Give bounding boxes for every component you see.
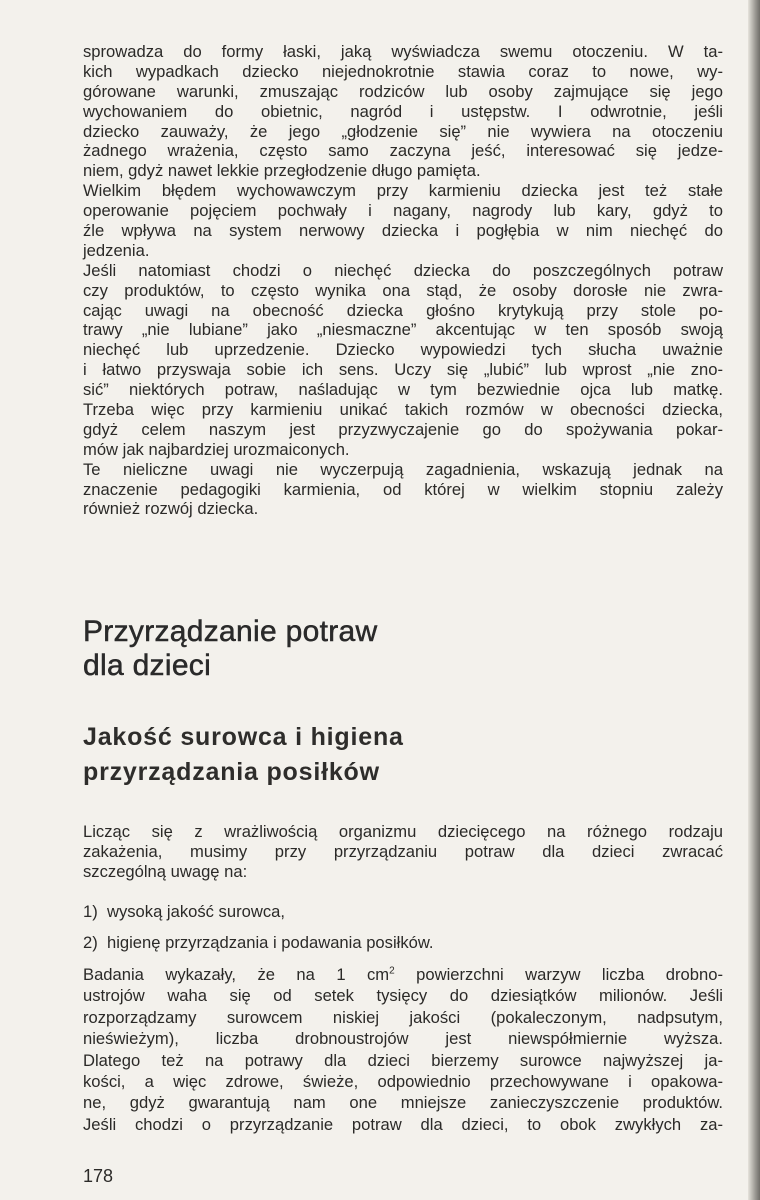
- list-item: 2) higienę przyrządzania i podawania posiłków.: [83, 933, 434, 952]
- section-title: [83, 720, 404, 790]
- text-line: znaczenie pedagogiki karmienia, od której w wielkim stopniu zależy: [83, 479, 723, 499]
- text-line: operowanie pojęciem pochwały i nagany, nagrody lub kary, gdyż to: [83, 201, 723, 221]
- text-span: powierzchni warzyw liczba drobno-: [394, 965, 723, 984]
- text-line: cając uwagi na obecność dziecka głośno krytykują przy stole po-: [83, 300, 723, 320]
- text-line: Trzeba więc przy karmieniu unikać takich rozmów w obecności dziecka,: [83, 400, 723, 420]
- text-line: jedzenia.: [83, 240, 150, 260]
- text-line: czy produktów, to często wynika ona stąd, że osoby dorosłe nie zwra-: [83, 280, 723, 300]
- text-line: gdyż celem naszym jest przyzwyczajenie go do spożywania pokar-: [83, 419, 723, 439]
- research-paragraph: [83, 964, 723, 1135]
- text-line: górowane warunki, zmuszając rodziców lub osoby zajmujące się jego: [83, 81, 723, 101]
- text-line: zakażenia, musimy przy przyrządzaniu potraw dla dzieci zwracać: [83, 842, 723, 861]
- text-line: również rozwój dziecka.: [83, 499, 259, 519]
- text-line: szczególną uwagę na:: [83, 862, 248, 881]
- text-line: rozporządzamy surowcem niskiej jakości (pokaleczonym, nadpsutym,: [83, 1007, 723, 1027]
- text-line: kich wypadkach dziecko niejednokrotnie stawia coraz to nowe, wy-: [83, 61, 723, 81]
- text-line: trawy „nie lubiane” jako „niesmaczne” akcentując w ten sposób swoją: [83, 320, 723, 340]
- chapter-title-line: dla dzieci: [83, 649, 212, 682]
- text-line: mów jak najbardziej urozmaiconych.: [83, 439, 350, 459]
- page-number: 178: [83, 1166, 114, 1186]
- section-title-line: przyrządzania posiłków: [83, 758, 380, 786]
- body-text-top: [83, 42, 723, 519]
- intro-paragraph: [83, 822, 723, 882]
- text-span: Badania wykazały, że na 1 cm: [83, 965, 390, 984]
- page-gutter-shadow: [748, 0, 760, 1200]
- text-line: Jeśli chodzi o przyrządzanie potraw dla dzieci, to obok zwykłych za-: [83, 1114, 723, 1134]
- text-line: ne, gdyż gwarantują nam one mniejsze zanieczyszczenie produktów.: [83, 1093, 723, 1113]
- text-line: Te nieliczne uwagi nie wyczerpują zagadnienia, wskazują jednak na: [83, 459, 723, 479]
- text-line: sić” niektórych potraw, naśladując w tym bezwiednie ojca lub matkę.: [83, 380, 723, 400]
- text-line: kości, a więc zdrowe, świeże, odpowiednio przechowywane i opakowa-: [83, 1071, 723, 1091]
- text-line: Licząc się z wrażliwością organizmu dziecięcego na różnego rodzaju: [83, 822, 723, 841]
- text-line: dziecko zauważy, że jego „głodzenie się” nie wywiera na otoczeniu: [83, 121, 723, 141]
- text-line: wychowaniem do obietnic, nagród i ustępstw. I odwrotnie, jeśli: [83, 101, 723, 121]
- text-line: [83, 964, 723, 985]
- text-line: i łatwo przyswaja sobie ich sens. Uczy się „lubić” lub wprost „nie zno-: [83, 360, 723, 380]
- text-line: źle wpływa na system nerwowy dziecka i pogłębia w nim niechęć do: [83, 221, 723, 241]
- text-line: niechęć lub uprzedzenie. Dziecko wypowiedzi tych słucha uważnie: [83, 340, 723, 360]
- text-line: niem, gdyż nawet lekkie przegłodzenie długo pamięta.: [83, 161, 481, 181]
- section-title-line: Jakość surowca i higiena: [83, 723, 404, 751]
- text-line: ustrojów waha się od setek tysięcy do dziesiątków milionów. Jeśli: [83, 986, 723, 1006]
- chapter-title-line: Przyrządzanie potraw: [83, 615, 378, 648]
- superscript: 2: [389, 965, 395, 977]
- list-item: 1) wysoką jakość surowca,: [83, 902, 285, 921]
- chapter-title: [83, 615, 377, 683]
- text-line: Jeśli natomiast chodzi o niechęć dziecka do poszczególnych potraw: [83, 260, 723, 280]
- text-line: Wielkim błędem wychowawczym przy karmieniu dziecka jest też stałe: [83, 181, 723, 201]
- text-line: Dlatego też na potrawy dla dzieci bierzemy surowce najwyższej ja-: [83, 1050, 723, 1070]
- text-line: żadnego wrażenia, często samo zaczyna jeść, interesować się jedze-: [83, 141, 723, 161]
- text-line: nieświeżym), liczba drobnoustrojów jest niewspółmiernie wyższa.: [83, 1029, 723, 1049]
- text-line: sprowadza do formy łaski, jaką wyświadcza swemu otoczeniu. W ta-: [83, 42, 723, 61]
